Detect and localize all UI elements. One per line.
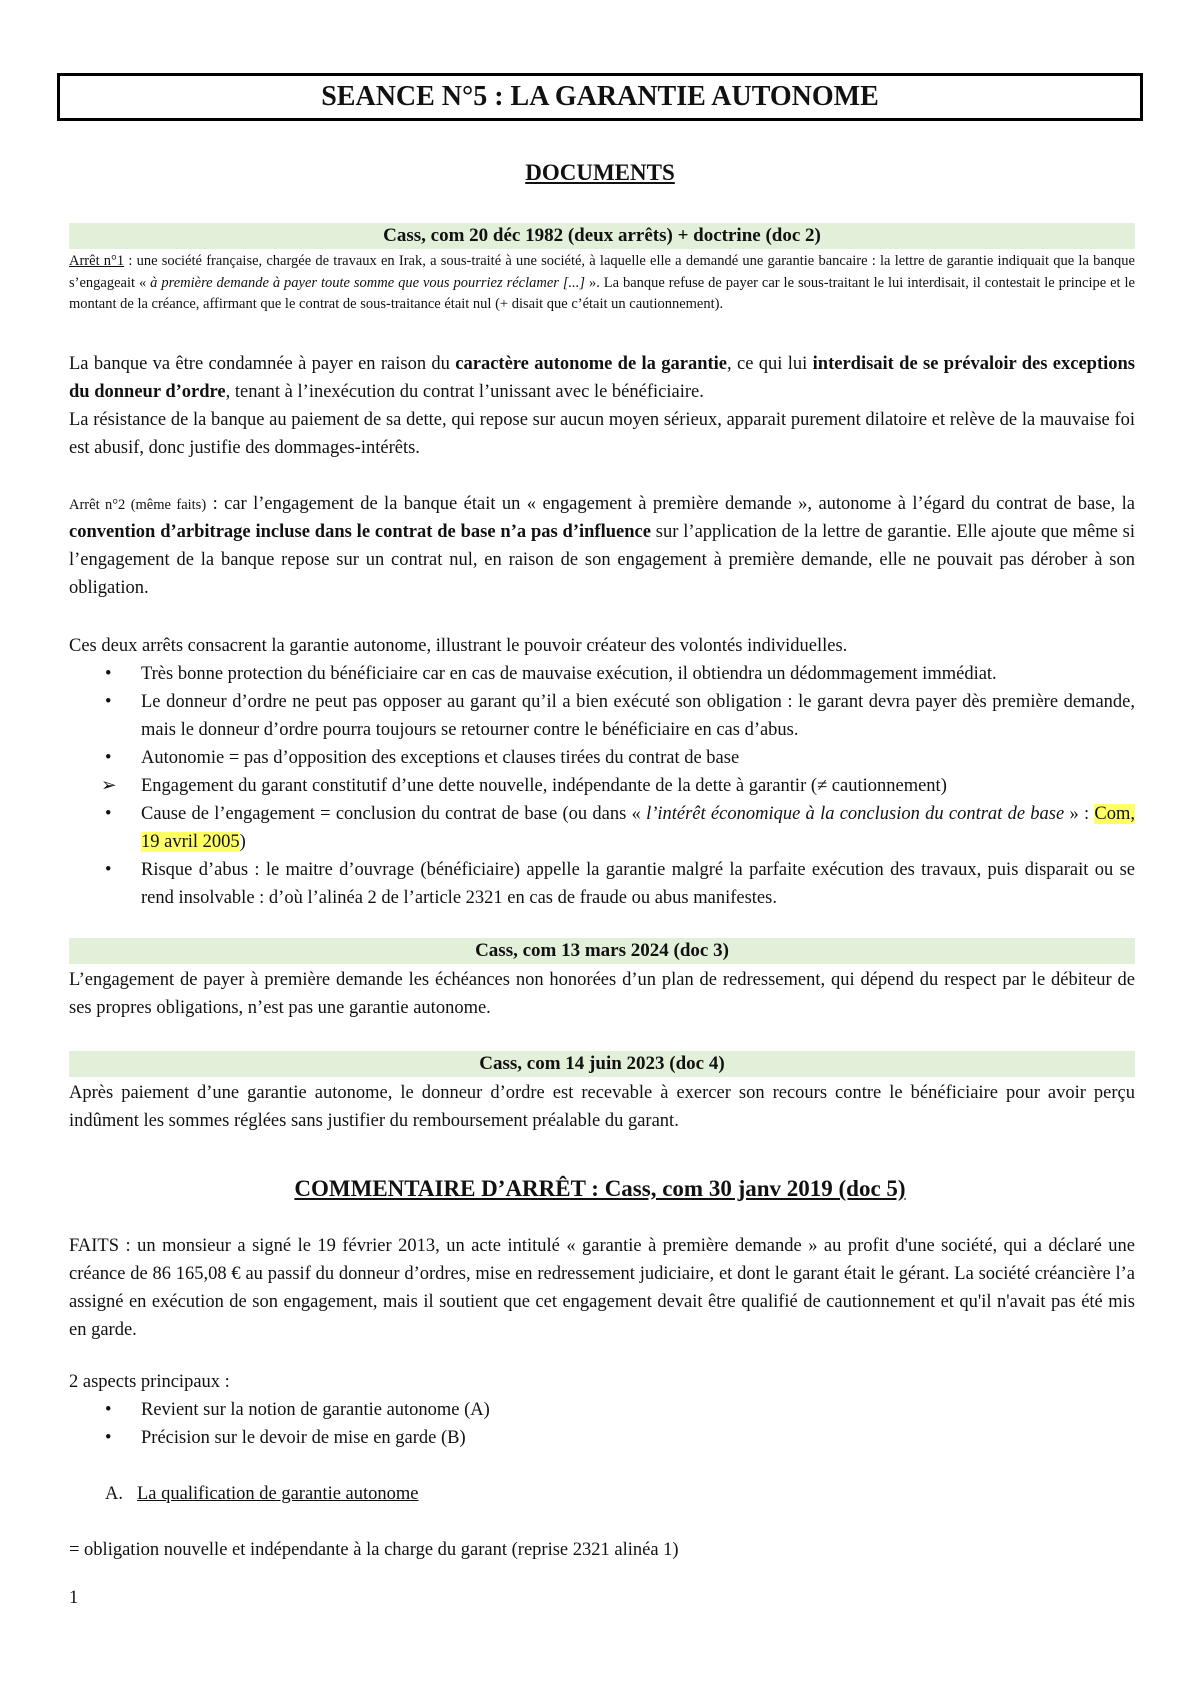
bullet-icon: • bbox=[105, 664, 112, 684]
list-item: • Le donneur d’ordre ne peut pas opposer au garant qu’il a bien exécuté son obligation : le garant devra payer dès première demande, mais le donneur d’ordre pourra toujours se retourner contre le bénéficiaire en cas d’abus. bbox=[69, 688, 1135, 744]
bullet-icon: • bbox=[105, 692, 112, 712]
arret1-quote: à première demande à payer toute somme que vous pourriez réclamer [...] bbox=[150, 274, 586, 291]
page-title: SEANCE N°5 : LA GARANTIE AUTONOME bbox=[57, 73, 1143, 121]
aspects-intro: 2 aspects principaux : bbox=[69, 1372, 230, 1392]
list-item: • Très bonne protection du bénéficiaire car en cas de mauvaise exécution, il obtiendra un dédommagement immédiat. bbox=[69, 660, 1135, 688]
arret1-paragraph: Arrêt n°1 : une société française, chargée de travaux en Irak, a sous-traité à une société, à laquelle elle a demandé une garantie bancaire : la lettre de garantie indiquait que la banque s’engageait « à première demande à payer toute somme que vous pourriez réclamer [...] ». La banque refuse de payer car le sous-traitant le lui interdisait, il contestait le principe et le montant de la créance, affirmant que le contrat de sous-traitance était nul (+ disait que c’était un cautionnement). bbox=[69, 253, 1135, 312]
commentaire-heading: COMMENTAIRE D’ARRÊT : Cass, com 30 janv 2019 (doc 5) bbox=[294, 1176, 906, 1201]
subsection-letter: A. bbox=[105, 1484, 123, 1504]
highlighted-reference: Com, 19 avril 2005 bbox=[141, 804, 1135, 852]
section-heading-doc2: Cass, com 20 déc 1982 (deux arrêts) + doctrine (doc 2) bbox=[69, 223, 1135, 249]
analysis-list bbox=[69, 660, 1135, 912]
consecration-paragraph: Ces deux arrêts consacrent la garantie autonome, illustrant le pouvoir créateur des volontés individuelles. bbox=[69, 636, 848, 656]
bullet-icon: • bbox=[105, 1428, 112, 1448]
arret1-label: Arrêt n°1 bbox=[69, 253, 125, 269]
subsection-a bbox=[69, 1480, 1135, 1508]
doc4-summary: Après paiement d’une garantie autonome, le donneur d’ordre est recevable à exercer son recours contre le bénéficiaire pour avoir perçu indûment les sommes réglées sans justifier du remboursement préalable du garant. bbox=[69, 1083, 1135, 1131]
list-item: • Précision sur le devoir de mise en garde (B) bbox=[69, 1424, 1135, 1452]
page-number: 1 bbox=[69, 1588, 79, 1608]
faits-paragraph: FAITS : un monsieur a signé le 19 février 2013, un acte intitulé « garantie à première demande » au profit d'une société, qui a déclaré une créance de 86 165,08 € au passif du donneur d’ordres, mise en redressement judiciaire, et dont le garant était le gérant. La société créancière l’a assigné en exécution de son engagement, mais il soutient que cet engagement devait être qualifié de cautionnement et qu'il n'avait pas été mis en garde. bbox=[69, 1236, 1135, 1340]
arret2-label: Arrêt n°2 (même faits) bbox=[69, 497, 207, 513]
arret2-paragraph: Arrêt n°2 (même faits) : car l’engagement de la banque était un « engagement à première demande », autonome à l’égard du contrat de base, la convention d’arbitrage incluse dans le contrat de base n’a pas d’influence sur l’application de la lettre de garantie. Elle ajoute que même si l’engagement de la banque repose sur un contrat nul, en raison de son engagement à première demande, elle ne pouvait pas dérober à son obligation. bbox=[69, 494, 1135, 598]
list-item: • Revient sur la notion de garantie autonome (A) bbox=[69, 1396, 1135, 1424]
bullet-icon: • bbox=[105, 804, 112, 824]
bullet-icon: • bbox=[105, 748, 112, 768]
list-item: • Risque d’abus : le maitre d’ouvrage (bénéficiaire) appelle la garantie malgré la parfaite exécution des travaux, puis disparait ou se rend insolvable : d’où l’alinéa 2 de l’article 2321 en cas de fraude ou abus manifestes. bbox=[69, 856, 1135, 912]
documents-heading: DOCUMENTS bbox=[525, 160, 675, 185]
section-heading-doc4: Cass, com 14 juin 2023 (doc 4) bbox=[69, 1051, 1135, 1077]
bullet-icon: • bbox=[105, 1400, 112, 1420]
list-item: • Autonomie = pas d’opposition des exceptions et clauses tirées du contrat de base bbox=[69, 744, 1135, 772]
arrow-bullet-icon: ➢ bbox=[101, 776, 117, 796]
subsection-title: La qualification de garantie autonome bbox=[137, 1484, 419, 1504]
resistance-text: La résistance de la banque au paiement de sa dette, qui repose sur aucun moyen sérieux, apparait purement dilatoire et relève de la mauvaise foi est abusif, donc justifie des dommages-intérêts. bbox=[69, 410, 1135, 458]
list-item: • Cause de l’engagement = conclusion du contrat de base (ou dans « l’intérêt économique à la conclusion du contrat de base » : Com, 19 avril 2005) bbox=[69, 800, 1135, 856]
definition-line: = obligation nouvelle et indépendante à la charge du garant (reprise 2321 alinéa 1) bbox=[69, 1540, 679, 1560]
aspects-list bbox=[69, 1396, 1135, 1452]
bullet-icon: • bbox=[105, 860, 112, 880]
doc3-summary: L’engagement de payer à première demande les échéances non honorées d’un plan de redressement, qui dépend du respect par le débiteur de ses propres obligations, n’est pas une garantie autonome. bbox=[69, 970, 1135, 1018]
list-item: ➢ Engagement du garant constitutif d’une dette nouvelle, indépendante de la dette à garantir (≠ cautionnement) bbox=[69, 772, 1135, 800]
section-heading-doc3: Cass, com 13 mars 2024 (doc 3) bbox=[69, 938, 1135, 964]
condemnation-paragraph: La banque va être condamnée à payer en raison du caractère autonome de la garantie, ce qui lui interdisait de se prévaloir des exceptions du donneur d’ordre, tenant à l’inexécution du contrat l’unissant avec le bénéficiaire. La résistance de la banque au paiement de sa dette, qui repose sur aucun moyen sérieux, apparait purement dilatoire et relève de la mauvaise foi est abusif, donc justifie des dommages-intérêts. bbox=[69, 354, 1135, 458]
